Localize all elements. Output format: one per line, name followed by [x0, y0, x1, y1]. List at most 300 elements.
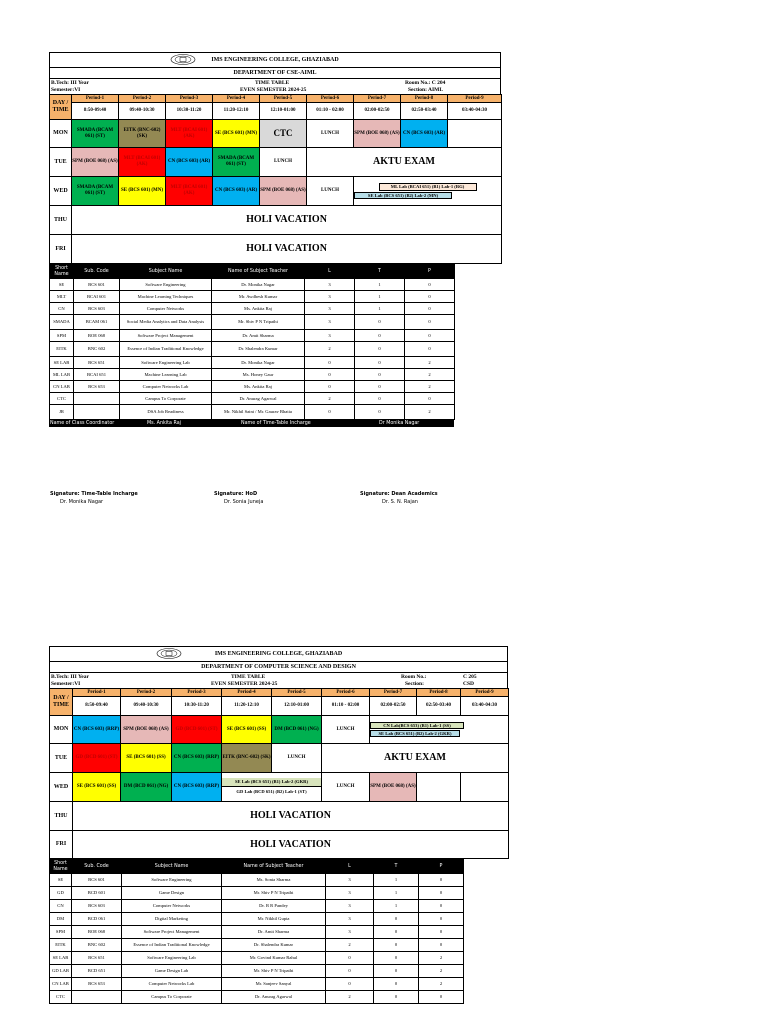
college-header [49, 52, 501, 67]
table-row [50, 315, 455, 330]
table-cell: 0 [326, 952, 374, 965]
time-slot: 01:10 - 02:00 [322, 697, 370, 716]
table-cell: 0 [326, 978, 374, 991]
time-slot: 02:50-03:40 [417, 697, 461, 716]
table-cell: BCAI 651 [74, 369, 120, 381]
signature-dean: Signature: Dean Academics Dr. S. N. Rajan [360, 491, 438, 505]
column-header: Subject Name [122, 860, 222, 874]
class-cell: SPM (BOE 068) (AS) [370, 773, 417, 802]
table-cell: BCD 651 [72, 965, 122, 978]
table-cell: 2 [405, 357, 455, 369]
class-cell [448, 120, 502, 148]
table-cell: 0 [419, 991, 464, 1004]
table-cell: Campus To Corporate [122, 991, 222, 1004]
holi-vacation-cell: HOLI VACATION [72, 235, 502, 264]
table-cell: Software Engineering Lab [120, 357, 212, 369]
lab-batch-2: GD Lab (BCD 651) (B2) Lab-1 (ST) [236, 788, 307, 794]
table-cell: 0 [355, 342, 405, 357]
table-cell: JR [50, 405, 74, 420]
lab-batch-1: CN Lab(BCS 653) (B1) Lab-1 (SS) [370, 722, 464, 729]
table-cell: 0 [305, 357, 355, 369]
period-header: Period-5 [272, 689, 322, 697]
semester-label: Semester:VI [51, 87, 81, 93]
table-cell: DSA Job Readiness [120, 405, 212, 420]
table-row [50, 405, 455, 420]
column-header: Name of Subject Teacher [212, 265, 305, 279]
session-label: EVEN SEMESTER 2024-25 [211, 681, 278, 687]
class-cell: SPM (BOE 068) (AS) [121, 716, 172, 744]
coordinator-footer [49, 420, 454, 427]
table-cell: 0 [405, 291, 455, 303]
table-cell: 0 [374, 952, 419, 965]
section-value: CSD [463, 681, 475, 687]
table-cell: Digital Marketing [122, 913, 222, 926]
table-cell: 0 [374, 926, 419, 939]
department-name: DEPARTMENT OF COMPUTER SCIENCE AND DESIGN [49, 661, 508, 672]
table-cell: Computer Networks Lab [122, 978, 222, 991]
table-cell: CTC [50, 991, 72, 1004]
table-cell: EITK [50, 342, 74, 357]
table-cell: Software Engineering Lab [122, 952, 222, 965]
table-cell: BCD 061 [72, 913, 122, 926]
table-cell: CN [50, 900, 72, 913]
table-cell: 3 [326, 900, 374, 913]
period-header: Period-7 [370, 689, 417, 697]
day-time-header: DAY / TIME [50, 95, 72, 120]
table-row [50, 900, 464, 913]
table-row [50, 952, 464, 965]
table-cell: 2 [419, 952, 464, 965]
table-row [50, 303, 455, 315]
table-cell: 0 [405, 279, 455, 291]
class-cell: MLT (BCAI 601) (AK) [166, 177, 213, 206]
table-cell: 0 [405, 393, 455, 405]
lab-cell [370, 716, 509, 744]
class-cell: SMADA (BCAM 061) (ST) [72, 177, 119, 206]
subject-table [49, 264, 455, 420]
table-row [50, 939, 464, 952]
coordinator-label: Name of Class Coordinator [50, 421, 115, 426]
time-slot: 8:50-09:40 [73, 697, 121, 716]
table-cell: BCS 653 [72, 978, 122, 991]
aktu-exam-cell: AKTU EXAM [307, 148, 502, 177]
class-cell: CN (BCS 603) (AR) [213, 177, 260, 206]
period-header: Period-1 [73, 689, 121, 697]
class-cell: SMADA (BCAM 061) (ST) [213, 148, 260, 177]
table-cell: 3 [326, 926, 374, 939]
table-cell: 0 [405, 330, 455, 342]
table-cell: 0 [374, 913, 419, 926]
holi-vacation-cell: HOLI VACATION [72, 206, 502, 235]
table-cell: Dr. Anurag Agarwal [212, 393, 305, 405]
table-cell: 0 [374, 939, 419, 952]
day-label: MON [50, 120, 72, 148]
table-cell: Dr. Monika Nagar [212, 279, 305, 291]
class-cell: SE (BCS 601) (SS) [73, 773, 121, 802]
period-header: Period-9 [448, 95, 502, 103]
table-cell: 0 [405, 315, 455, 330]
semester-label: Semester:VI [51, 681, 81, 687]
table-cell: Dr. Monika Nagar [212, 357, 305, 369]
table-cell: 2 [305, 393, 355, 405]
table-cell: SPM [50, 926, 72, 939]
table-cell: Game Design Lab [122, 965, 222, 978]
lab-batch-1: ML Lab (BCAI 651) (B1) Lab-1 (RG) [379, 183, 477, 190]
table-cell: BCAM 061 [74, 315, 120, 330]
table-cell: SMADA [50, 315, 74, 330]
table-cell: CN LAB [50, 978, 72, 991]
table-cell: BCS 601 [72, 874, 122, 887]
time-slot: 12:10-01:00 [272, 697, 322, 716]
table-cell: 0 [419, 887, 464, 900]
lab-cell [354, 177, 502, 206]
time-slot: 12:10-01:00 [260, 103, 307, 120]
table-cell: 1 [374, 874, 419, 887]
signature-timetable-incharge: Signature: Time-Table Incharge Dr. Monika Nagar [50, 491, 138, 505]
table-cell: 0 [419, 926, 464, 939]
day-label: THU [50, 206, 72, 235]
column-header: P [419, 860, 464, 874]
column-header: Sub. Code [74, 265, 120, 279]
table-cell: 0 [305, 381, 355, 393]
column-header: Sub. Code [72, 860, 122, 874]
table-cell: 3 [326, 887, 374, 900]
table-cell: BCS 603 [72, 900, 122, 913]
table-cell: 2 [419, 965, 464, 978]
table-cell: SE LAB [50, 952, 72, 965]
timetable-title: TIME TABLE [231, 674, 266, 680]
column-header: Subject Name [120, 265, 212, 279]
table-cell: BNC 602 [72, 939, 122, 952]
table-cell: Mr. Nikhil Gupta [222, 913, 326, 926]
table-cell: Ms. Honey Gaur [212, 369, 305, 381]
table-cell: Dr. Amit Sharma [212, 330, 305, 342]
time-slot: 03:40-04:30 [448, 103, 502, 120]
table-cell: BOE 068 [72, 926, 122, 939]
table-cell: 1 [374, 887, 419, 900]
class-cell: MLT (BCAI 601) (AK) [119, 148, 166, 177]
table-cell: Machine Learning Techniques [120, 291, 212, 303]
class-cell: GD (BCD 601) (ST) [73, 744, 121, 773]
table-row [50, 393, 455, 405]
table-cell: CTC [50, 393, 74, 405]
table-cell: Mr. Shiv P N Tripathi [222, 887, 326, 900]
period-header: Period-2 [121, 689, 172, 697]
table-cell: 2 [326, 939, 374, 952]
day-label: MON [50, 716, 73, 744]
table-cell: Mr. Govind Kumar Rahul [222, 952, 326, 965]
class-cell: SMADA (BCAM 061) (ST) [72, 120, 119, 148]
timetable-title: TIME TABLE [255, 80, 290, 86]
table-cell: 0 [374, 991, 419, 1004]
table-cell: BCS 651 [74, 357, 120, 369]
table-cell: Computer Networks [120, 303, 212, 315]
table-cell: 1 [374, 900, 419, 913]
time-slot: 09:40-10:30 [119, 103, 166, 120]
table-cell: 3 [305, 279, 355, 291]
time-slot: 02:00-02:50 [354, 103, 401, 120]
table-row [50, 913, 464, 926]
class-cell: EITK (BNC-602) (SK) [222, 744, 272, 773]
table-cell: 3 [305, 330, 355, 342]
period-header: Period-5 [260, 95, 307, 103]
class-cell: DM (BCD 061) (NG) [272, 716, 322, 744]
period-header: Period-3 [166, 95, 213, 103]
table-cell: 1 [355, 291, 405, 303]
time-slot: 10:30-11:20 [172, 697, 222, 716]
period-header: Period-3 [172, 689, 222, 697]
day-label: FRI [50, 235, 72, 264]
table-cell: GD LAB [50, 965, 72, 978]
period-header: Period-2 [119, 95, 166, 103]
class-cell: SPM (BOE 068) (AS) [354, 120, 401, 148]
lunch-cell: LUNCH [322, 716, 370, 744]
table-cell: 0 [374, 978, 419, 991]
class-cell: CN (BCS 603) (RRP) [172, 773, 222, 802]
table-cell: 0 [419, 913, 464, 926]
table-cell: Dr. Anurag Agarwal [222, 991, 326, 1004]
column-header: L [326, 860, 374, 874]
table-cell: 0 [355, 369, 405, 381]
room-label: Room No.: [401, 674, 427, 680]
table-cell: SE [50, 279, 74, 291]
college-logo-icon [170, 54, 196, 65]
table-row [50, 874, 464, 887]
course-label: B.Tech: III Year [51, 80, 89, 86]
period-header: Period-7 [354, 95, 401, 103]
table-cell: 0 [419, 874, 464, 887]
time-slot: 11:20-12:10 [222, 697, 272, 716]
table-cell: 0 [326, 965, 374, 978]
class-cell [417, 773, 461, 802]
time-slot: 01:10 - 02:00 [307, 103, 354, 120]
time-slot: 03:40-04:30 [461, 697, 509, 716]
period-header: Period-9 [461, 689, 509, 697]
table-cell: 0 [374, 965, 419, 978]
table-cell: Software Project Management [120, 330, 212, 342]
time-slot: 02:50-03:40 [401, 103, 448, 120]
table-cell: Essence of Indian Traditional Knowledge [122, 939, 222, 952]
table-cell: Computer Networks [122, 900, 222, 913]
section-label: Section: AIML [408, 87, 443, 93]
table-cell: 0 [355, 357, 405, 369]
table-cell: 1 [355, 279, 405, 291]
table-cell: Mr. Shiv P N Tripathi [222, 965, 326, 978]
class-cell: GD (BCD 601) (ST) [172, 716, 222, 744]
table-cell: BCS 603 [74, 303, 120, 315]
table-cell: SE [50, 874, 72, 887]
room-value: C 205 [463, 674, 477, 680]
day-label: TUE [50, 148, 72, 177]
column-header: L [305, 265, 355, 279]
college-logo-icon [156, 648, 182, 659]
class-cell: CN (BCS 603) (AR) [401, 120, 448, 148]
table-cell: BCAI 601 [74, 291, 120, 303]
table-cell: SE LAB [50, 357, 74, 369]
table-cell: Mr. Awdhesh Kumar [212, 291, 305, 303]
table-row [50, 381, 455, 393]
class-cell: SE (BCS 601) (SS) [121, 744, 172, 773]
table-cell: Machine Learning Lab [120, 369, 212, 381]
table-cell: Ms. Ankita Raj [212, 303, 305, 315]
table-cell [72, 991, 122, 1004]
table-cell: BCS 653 [74, 381, 120, 393]
class-cell: MLT (BCAI 601) (AK) [166, 120, 213, 148]
column-header: T [355, 265, 405, 279]
class-cell: CTC [260, 120, 307, 148]
table-row [50, 369, 455, 381]
table-cell: Dr. Shalendra Kumar [222, 939, 326, 952]
day-label: WED [50, 177, 72, 206]
table-cell [74, 405, 120, 420]
subject-table [49, 859, 464, 1004]
table-cell: Software Project Management [122, 926, 222, 939]
table-cell: 0 [355, 330, 405, 342]
table-cell: 0 [305, 369, 355, 381]
table-cell: 0 [355, 405, 405, 420]
coordinator-name: Ms. Ankita Raj [147, 421, 181, 426]
table-cell: 3 [305, 315, 355, 330]
class-cell: SPM (BOE 068) (AS) [260, 177, 307, 206]
table-cell: ML LAB [50, 369, 74, 381]
lab-batch-2: SE Lab (BCS 651) (B2) Lab-2 (MN) [354, 192, 452, 199]
table-cell: 3 [305, 303, 355, 315]
time-slot: 10:30-11:20 [166, 103, 213, 120]
table-row [50, 342, 455, 357]
period-header: Period-8 [417, 689, 461, 697]
class-cell: SPM (BOE 068) (AS) [72, 148, 119, 177]
lab-batch-2: SE Lab (BCS 651) (B2) Lab-2 (GKR) [370, 730, 460, 737]
table-cell: 0 [355, 381, 405, 393]
class-cell: CN (BCS 603) (AR) [166, 148, 213, 177]
table-cell: BCD 601 [72, 887, 122, 900]
lunch-cell: LUNCH [307, 120, 354, 148]
table-cell: Mr. Shiv P N Tripathi [212, 315, 305, 330]
course-label: B.Tech: III Year [51, 674, 89, 680]
table-cell: Dr. Amit Sharma [222, 926, 326, 939]
column-header: T [374, 860, 419, 874]
holi-vacation-cell: HOLI VACATION [73, 831, 509, 859]
time-slot: 02:00-02:50 [370, 697, 417, 716]
table-row [50, 357, 455, 369]
period-header: Period-4 [222, 689, 272, 697]
lunch-cell: LUNCH [322, 773, 370, 802]
day-label: FRI [50, 831, 73, 859]
period-header: Period-4 [213, 95, 260, 103]
table-cell: 2 [405, 369, 455, 381]
signature-hod: Signature: HoD Dr. Sonia Juneja [214, 491, 264, 505]
table-cell: Dr. Shalendra Kumar [212, 342, 305, 357]
aktu-exam-cell: AKTU EXAM [322, 744, 509, 773]
lunch-cell: LUNCH [307, 177, 354, 206]
period-header: Period-8 [401, 95, 448, 103]
table-cell: 3 [326, 874, 374, 887]
holi-vacation-cell: HOLI VACATION [73, 802, 509, 831]
class-cell: EITK (BNC-602) (SK) [119, 120, 166, 148]
timetable-meta [49, 78, 501, 94]
table-cell: Computer Networks Lab [120, 381, 212, 393]
section-label: Section: [405, 681, 424, 687]
class-cell: CN (BCS 603) (RRP) [172, 744, 222, 773]
day-time-header: DAY / TIME [50, 689, 73, 716]
period-header: Period-6 [322, 689, 370, 697]
table-row [50, 965, 464, 978]
table-cell: BNC 602 [74, 342, 120, 357]
table-row [50, 991, 464, 1004]
table-cell: 0 [355, 315, 405, 330]
lab-cell [222, 773, 322, 802]
table-cell: Software Engineering [120, 279, 212, 291]
table-cell: EITK [50, 939, 72, 952]
table-cell: 2 [405, 381, 455, 393]
table-cell: MLT [50, 291, 74, 303]
table-cell: Social Media Analytics and Data Analysis [120, 315, 212, 330]
lunch-cell: LUNCH [260, 148, 307, 177]
day-label: WED [50, 773, 73, 802]
column-header: Name of Subject Teacher [222, 860, 326, 874]
table-cell: BCS 651 [72, 952, 122, 965]
table-cell: CN LAB [50, 381, 74, 393]
table-cell: DM [50, 913, 72, 926]
class-cell: SE (BCS 601) (SS) [222, 716, 272, 744]
table-row [50, 887, 464, 900]
table-row [50, 291, 455, 303]
table-cell: 0 [405, 342, 455, 357]
table-row [50, 279, 455, 291]
table-cell: SPM [50, 330, 74, 342]
time-slot: 09:40-10:30 [121, 697, 172, 716]
table-cell: Dr. R R Pandey [222, 900, 326, 913]
lunch-cell: LUNCH [272, 744, 322, 773]
table-cell: 3 [305, 291, 355, 303]
table-cell: 3 [326, 913, 374, 926]
table-cell: Game Design [122, 887, 222, 900]
table-cell: BCS 601 [74, 279, 120, 291]
column-header: Short Name [50, 860, 72, 874]
incharge-name: Dr Monika Nagar [379, 421, 420, 426]
table-cell: Essence of Indian Traditional Knowledge [120, 342, 212, 357]
table-cell: GD [50, 887, 72, 900]
session-label: EVEN SEMESTER 2024-25 [240, 87, 307, 93]
timetable-aiml [49, 52, 501, 427]
table-row [50, 330, 455, 342]
table-row [50, 926, 464, 939]
table-cell: 0 [305, 405, 355, 420]
room-label: Room No.: C 204 [405, 80, 446, 86]
table-cell: Ms. Sonia Sharma [222, 874, 326, 887]
table-cell: 0 [355, 393, 405, 405]
table-cell: CN [50, 303, 74, 315]
column-header: P [405, 265, 455, 279]
period-header: Period-1 [72, 95, 119, 103]
lab-batch-1: SE Lab (BCS 651) (B1) Lab-2 (GKR) [222, 778, 321, 786]
table-cell: Mr. Nikhil Saini / Mr. Gaurav Bhatia [212, 405, 305, 420]
class-cell: DM (BCD 061) (NG) [121, 773, 172, 802]
college-name: IMS ENGINEERING COLLEGE, GHAZIABAD [214, 651, 343, 657]
timetable-grid [49, 94, 502, 264]
college-header [49, 646, 508, 661]
table-cell: Ms. Ankita Raj [212, 381, 305, 393]
timetable-csd [49, 646, 508, 1004]
timetable-grid [49, 688, 509, 859]
table-cell: 1 [355, 303, 405, 315]
table-cell: Campus To Corporate [120, 393, 212, 405]
timetable-meta [49, 672, 508, 688]
department-name: DEPARTMENT OF CSE-AIML [49, 67, 501, 78]
incharge-label: Name of Time-Table Incharge [241, 421, 311, 426]
day-label: THU [50, 802, 73, 831]
time-slot: 8:50-09:40 [72, 103, 119, 120]
